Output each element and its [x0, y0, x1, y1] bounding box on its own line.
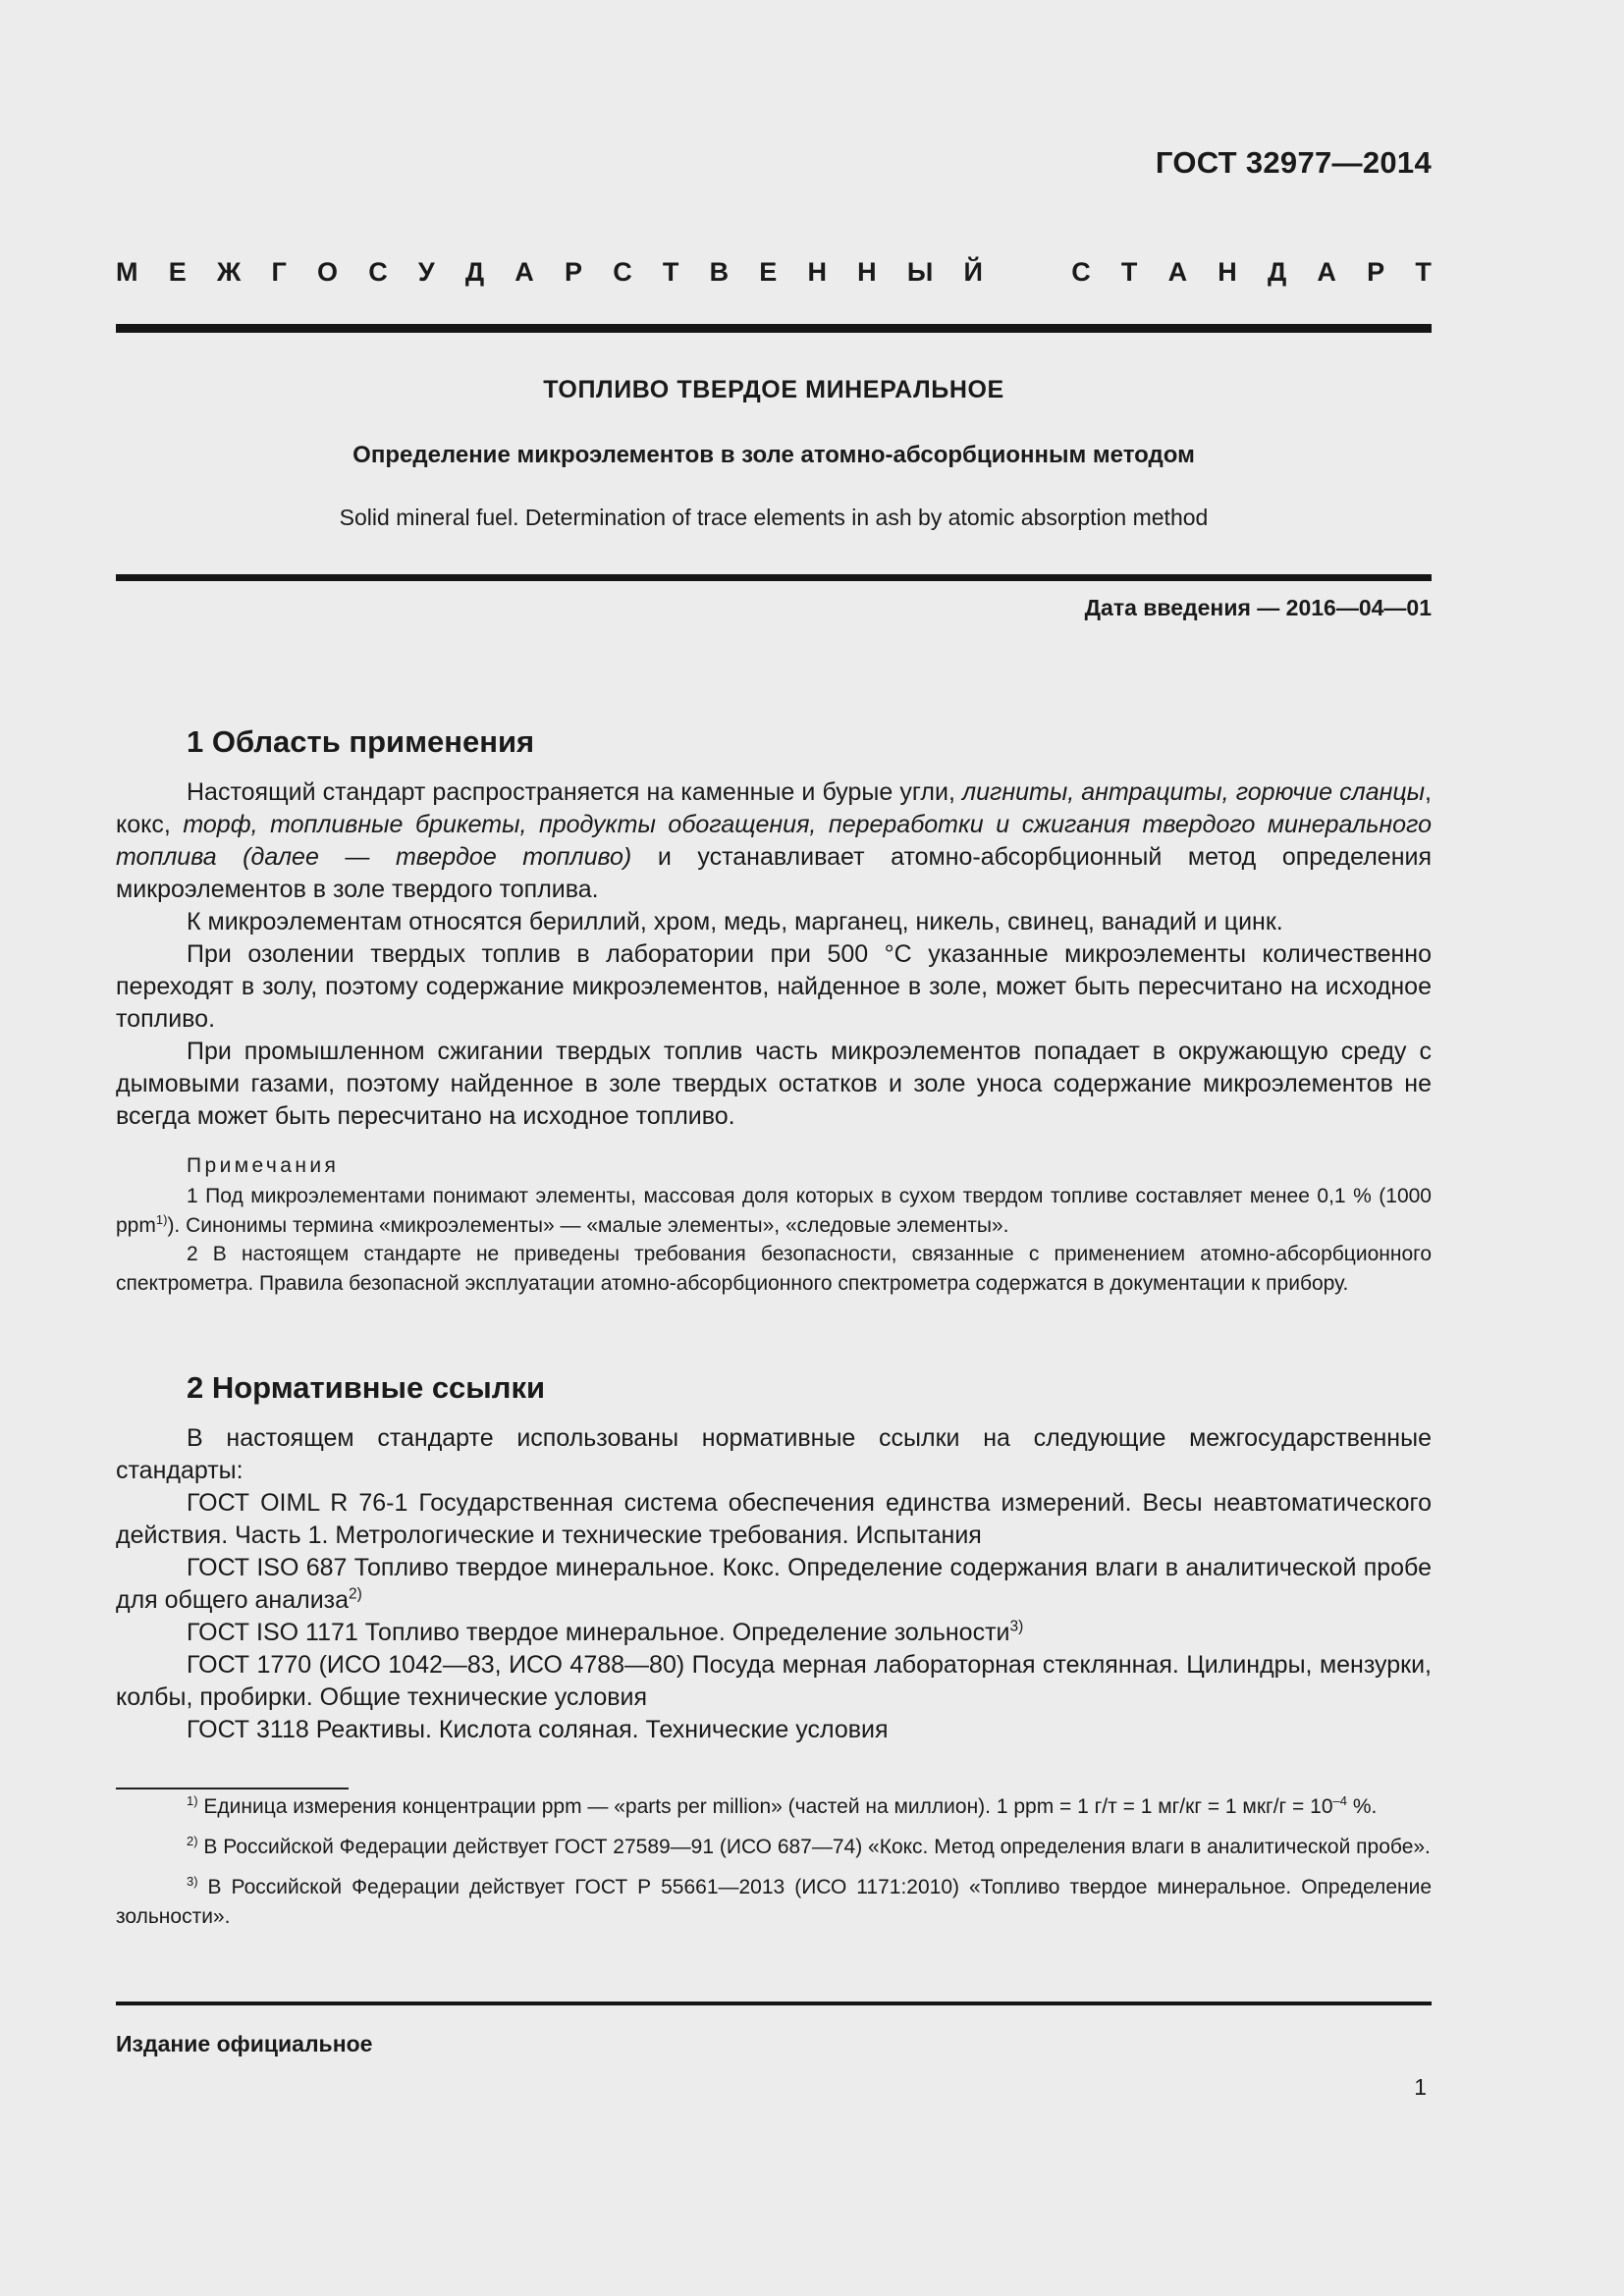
notes-label: Примечания — [187, 1154, 340, 1177]
section-1-body — [116, 776, 1432, 1133]
banner-letter: М — [116, 257, 138, 287]
banner-letter: Р — [1367, 257, 1385, 287]
note-1 — [116, 1182, 1432, 1240]
banner-letter: А — [1167, 257, 1188, 287]
note-2: 2 В настоящем стандарте не приведены требования безопасности, связанные с применением атомно-абсорбционного спектрометра. Правила безопасной эксплуатации атомно-абсорбционного спектрометра содержатся в документации к прибору. — [116, 1243, 1432, 1295]
reference-item: ГОСТ 1770 (ИСО 1042—83, ИСО 4788—80) Посуда мерная лабораторная стеклянная. Цилиндры, мензурки, колбы, пробирки. Общие технические условия — [116, 1651, 1432, 1711]
official-edition-label: Издание официальное — [116, 2031, 373, 2056]
footnote-separator — [116, 1788, 349, 1789]
note-text: ). Синонимы термина «микроэлементы» — «малые элементы», «следовые элементы». — [167, 1213, 1009, 1237]
reference-item: ГОСТ 3118 Реактивы. Кислота соляная. Технические условия — [187, 1716, 889, 1743]
footnote-2 — [116, 1833, 1432, 1862]
footnote-1 — [116, 1792, 1432, 1822]
banner-letter: Т — [1415, 257, 1432, 287]
footer-rule — [116, 2002, 1432, 2005]
banner-letter: О — [316, 257, 338, 287]
scope-paragraph: К микроэлементам относятся бериллий, хром, медь, марганец, никель, свинец, ванадий и цинк. — [187, 908, 1283, 935]
footnote-text: В Российской Федерации действует ГОСТ 27589—91 (ИСО 687—74) «Кокс. Метод определения влаги в аналитической пробе». — [197, 1836, 1431, 1858]
footnote-text: В Российской Федерации действует ГОСТ Р 55661—2013 (ИСО 1171:2010) «Топливо твердое минеральное. Определение зольности». — [116, 1876, 1432, 1928]
document-subtitle: Определение микроэлементов в золе атомно-абсорбционным методом — [352, 442, 1195, 468]
section-2-body — [116, 1422, 1432, 1746]
scope-text: и устанавливает атомно-абсорбционный метод определения микроэлементов в золе твердого топлива. — [116, 843, 1432, 903]
notes-block — [116, 1151, 1432, 1298]
reference-item — [116, 1552, 1432, 1617]
page-number: 1 — [1414, 2074, 1427, 2100]
reference-item — [116, 1617, 1432, 1649]
banner-letter: Е — [759, 257, 778, 287]
english-title: Solid mineral fuel. Determination of trace elements in ash by atomic absorption method — [339, 505, 1209, 530]
introduction-date: Дата введения — 2016—04—01 — [1084, 595, 1432, 620]
section-2-heading: 2 Нормативные ссылки — [187, 1370, 546, 1405]
footnote-mark: 1) — [187, 1793, 198, 1809]
footnote-ref: 1) — [155, 1211, 168, 1227]
footnote-mark: 2) — [187, 1834, 198, 1849]
banner-letter: Р — [564, 257, 582, 287]
scope-paragraph: При промышленном сжигании твердых топлив часть микроэлементов попадает в окружающую среду с дымовыми газами, поэтому найденное в золе твердых остатков и золе уноса содержание микроэлементов не всегда может быть пересчитано на исходное топливо. — [116, 1038, 1432, 1130]
banner-letter: Ж — [216, 257, 242, 287]
scope-text-italic: торф, топливные брикеты, продукты обогащения, переработки и сжигания твердого минерального топлива (далее — твердое топливо) — [116, 811, 1433, 871]
title-rule — [116, 574, 1432, 581]
banner-letter: Е — [168, 257, 187, 287]
banner-letter: С — [1071, 257, 1091, 287]
reference-text: ГОСТ ISO 1171 Топливо твердое минеральное. Определение зольности — [187, 1619, 1010, 1646]
banner-letter: Н — [1218, 257, 1237, 287]
scope-text-italic: лигниты, антрациты, горючие сланцы — [962, 778, 1426, 806]
banner-letter: Ы — [906, 257, 934, 287]
banner-letter: С — [368, 257, 388, 287]
banner-letter: Г — [271, 257, 287, 287]
interstate-standard-banner — [116, 257, 1432, 288]
banner-word-gap — [1013, 257, 1041, 288]
banner-letter: Й — [963, 257, 983, 287]
note-text: 1 Под микроэлементами понимают элементы, массовая доля которых в сухом твердом топливе составляет менее 0,1 % (1000 ppm — [116, 1185, 1432, 1237]
banner-letter: Д — [1267, 257, 1287, 287]
scope-text: Настоящий стандарт распространяется на каменные и бурые угли, — [187, 778, 962, 806]
banner-letter: А — [1317, 257, 1336, 287]
footnote-mark: 3) — [187, 1874, 198, 1890]
banner-letter: А — [514, 257, 534, 287]
footnote-text: %. — [1347, 1795, 1378, 1818]
footnote-text: Единица измерения концентрации ppm — «parts per million» (частей на миллион). 1 ppm = 1 г/т = 1 мг/кг = 1 мкг/г = 10 — [197, 1795, 1333, 1818]
reference-text: ГОСТ ISO 687 Топливо твердое минеральное. Кокс. Определение содержания влаги в аналитической пробе для общего анализа — [116, 1554, 1432, 1614]
reference-item: ГОСТ OIML R 76-1 Государственная система обеспечения единства измерений. Весы неавтоматического действия. Часть 1. Метрологические и технические требования. Испытания — [116, 1489, 1432, 1549]
section-1-heading: 1 Область применения — [187, 724, 535, 759]
footnote-ref: 2) — [349, 1585, 362, 1603]
footnotes — [116, 1792, 1432, 1943]
banner-letter: Д — [464, 257, 485, 287]
document-title: ТОПЛИВО ТВЕРДОЕ МИНЕРАЛЬНОЕ — [543, 376, 1004, 403]
footnote-3 — [116, 1873, 1432, 1932]
footnote-ref: 3) — [1009, 1618, 1024, 1635]
banner-letter: Н — [857, 257, 877, 287]
scope-paragraph — [116, 776, 1432, 906]
scope-text: , кокс, — [116, 778, 1432, 838]
banner-letter: Н — [807, 257, 827, 287]
document-code: ГОСТ 32977—2014 — [1155, 145, 1432, 180]
header-rule — [116, 324, 1432, 333]
exponent: –4 — [1332, 1793, 1347, 1809]
references-intro: В настоящем стандарте использованы нормативные ссылки на следующие межгосударственные стандарты: — [116, 1424, 1432, 1484]
banner-letter: С — [613, 257, 632, 287]
scope-paragraph: При озолении твердых топлив в лаборатории при 500 °С указанные микроэлементы количественно переходят в золу, поэтому содержание микроэлементов, найденное в золе, может быть пересчитано на исходное топливо. — [116, 940, 1432, 1033]
banner-letter: Т — [662, 257, 679, 287]
banner-letter: В — [709, 257, 730, 287]
banner-letter: У — [417, 257, 435, 287]
banner-letter: Т — [1120, 257, 1138, 287]
